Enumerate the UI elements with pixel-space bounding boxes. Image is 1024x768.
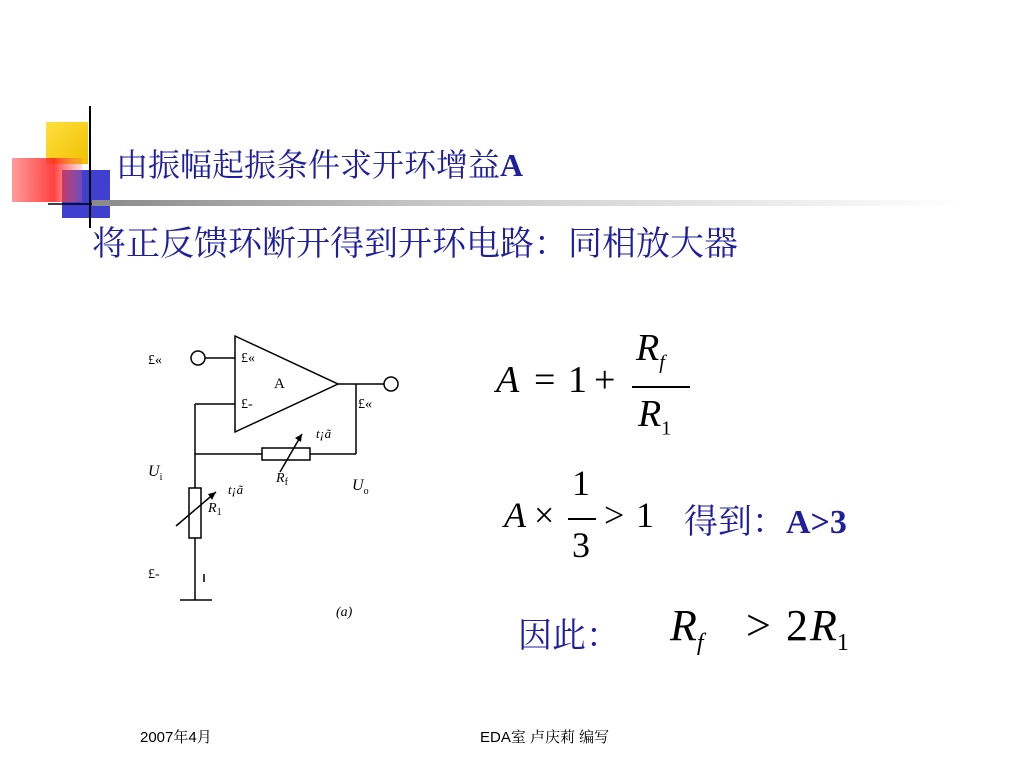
eq2-denominator: 3 bbox=[572, 525, 590, 565]
conclusion-label: 因此： bbox=[518, 616, 620, 656]
circuit-caption: (a) bbox=[336, 605, 353, 620]
equation-gain bbox=[496, 327, 706, 450]
eq1-lhs: A bbox=[496, 359, 520, 401]
eq2-lhs: A bbox=[504, 495, 526, 535]
deco-red-bar bbox=[12, 158, 82, 202]
input-terminal-label: £« bbox=[148, 353, 162, 368]
deco-yellow-square bbox=[46, 122, 88, 164]
eq1-denominator: $R_1$ bbox=[638, 393, 672, 440]
circuit-diagram bbox=[140, 320, 420, 630]
eq1-equals: = bbox=[534, 359, 556, 401]
decorative-corner-blocks bbox=[0, 100, 120, 230]
eq2-rhs: 1 bbox=[636, 495, 654, 535]
r1-arrow-head bbox=[208, 492, 216, 500]
r1-label: $R_1$ bbox=[208, 501, 222, 518]
eq1-fraction-bar bbox=[632, 386, 690, 388]
rf-resistor bbox=[262, 448, 310, 460]
eq2-numerator: 1 bbox=[572, 463, 590, 503]
opamp-plus-label: £« bbox=[241, 351, 255, 366]
equation-condition bbox=[504, 464, 674, 574]
eq1-one: 1 bbox=[568, 359, 587, 401]
eq3-r1: $R_1$ bbox=[810, 601, 849, 656]
eq3-coef: 2 bbox=[786, 601, 808, 650]
eq2-gt: > bbox=[604, 495, 625, 535]
output-terminal-label: £« bbox=[358, 397, 372, 412]
r1-temp-label: t¡ã bbox=[228, 482, 244, 497]
rf-temp-label: t¡ã bbox=[316, 426, 332, 441]
eq1-numerator: $R_f$ bbox=[636, 327, 665, 374]
output-terminal-circle bbox=[384, 377, 398, 391]
result-prefix: 得到： bbox=[684, 502, 786, 542]
footer-author: EDA室 卢庆莉 编写 bbox=[480, 729, 610, 746]
slide-title-suffix: A bbox=[500, 147, 524, 183]
eq2-times: × bbox=[534, 495, 555, 535]
result-value: A>3 bbox=[786, 504, 847, 541]
footer-date: 2007年4月 bbox=[140, 729, 212, 746]
slide-subtitle: 将正反馈环断开得到开环电路：同相放大器 bbox=[92, 224, 738, 264]
result-statement bbox=[684, 494, 847, 543]
slide-title bbox=[116, 140, 523, 186]
opamp-minus-label: £- bbox=[241, 397, 253, 412]
ground-terminal-label: £- bbox=[148, 567, 160, 582]
vo-label: $U_o$ bbox=[352, 477, 369, 497]
eq2-fraction-bar bbox=[568, 518, 596, 520]
eq3-rf: $R_f$ bbox=[670, 601, 704, 656]
equation-conclusion bbox=[670, 600, 880, 670]
title-underline bbox=[92, 200, 960, 206]
input-terminal-circle bbox=[191, 351, 205, 365]
eq3-gt: > bbox=[746, 601, 771, 650]
opamp-label: A bbox=[274, 376, 285, 392]
slide-title-text: 由振幅起振条件求开环增益 bbox=[116, 146, 501, 184]
eq1-plus: + bbox=[594, 359, 616, 401]
rf-label: $R_f$ bbox=[276, 471, 288, 488]
vi-label: $U_i$ bbox=[148, 463, 163, 483]
